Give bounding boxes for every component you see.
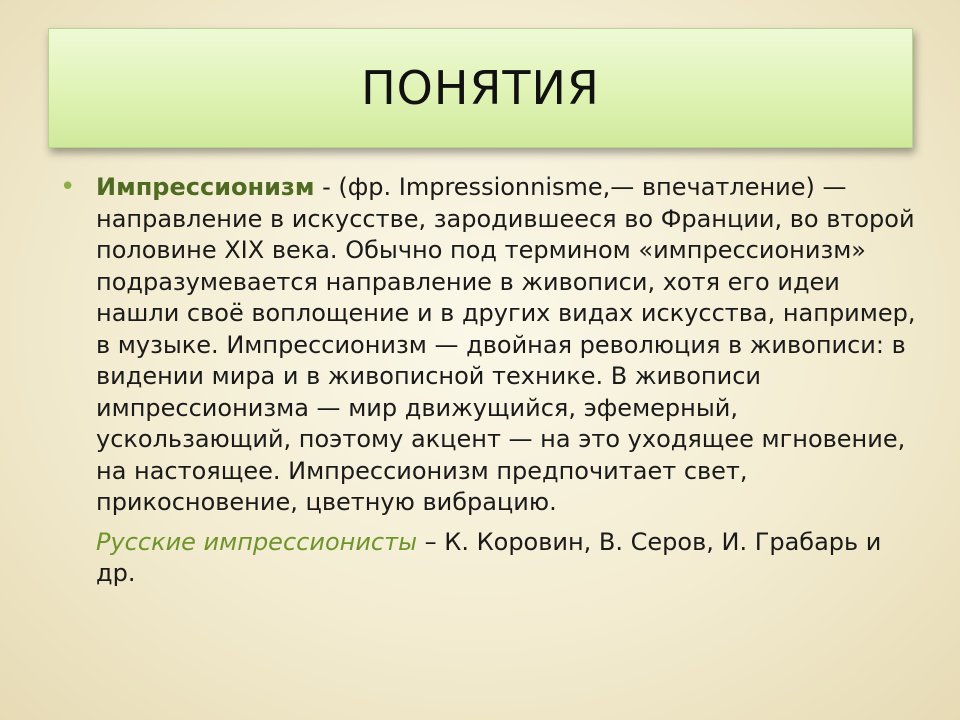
title-box [48,28,913,148]
definition-paragraph [96,172,920,519]
slide-title: ПОНЯТИЯ [361,61,600,115]
slide-content [60,172,920,590]
definition-text: - (фр. Impressionnisme,— впечатление) — направление в искусстве, зародившееся во Франции, во второй половине XIX века. Обычно под термином «импрессионизм» подразумевается направление в живописи, хотя его идеи нашли своё воплощение и в других видах искусства, например, в музыке. Импрессионизм — двойная революция в живописи: в видении мира и в живописной технике. В живописи импрессионизма — мир движущийся, эфемерный, ускользающий, поэтому акцент — на это уходящее мгновение, на настоящее. Импрессионизм предпочитает свет, прикосновение, цветную вибрацию. [96,173,916,516]
definition-term: Импрессионизм [96,173,315,201]
russian-impressionists-paragraph [96,527,920,590]
bullet-item [60,172,920,519]
russian-impressionists-term: Русские импрессионисты [96,527,418,556]
russian-impressionists-text: – К. Коровин, В. Серов, И. Грабарь и др. [96,527,882,587]
bullet-icon: • [60,172,76,202]
